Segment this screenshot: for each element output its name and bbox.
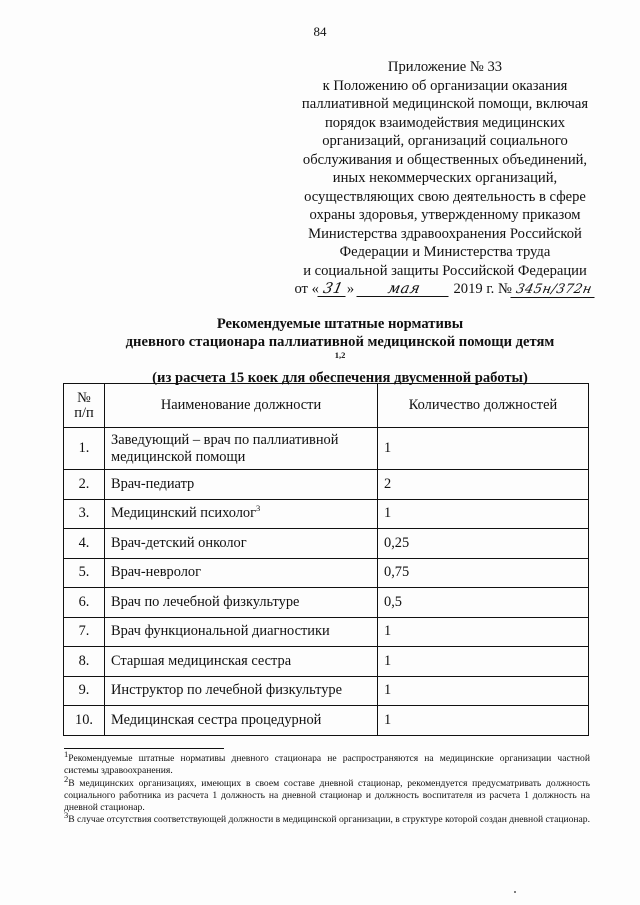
row-number: 3. [64, 499, 105, 529]
row-position-name: Инструктор по лечебной физкультуре [105, 676, 378, 706]
table-row [64, 470, 589, 500]
appendix-line: порядок взаимодействия медицинских [324, 114, 566, 131]
staff-table [63, 383, 589, 736]
row-position-count: 2 [378, 470, 589, 500]
row-position-count: 0,75 [378, 558, 589, 588]
page-number: 84 [313, 24, 327, 39]
row-position-count: 1 [378, 706, 589, 736]
row-position-count: 0,25 [378, 529, 589, 559]
table-row [64, 588, 589, 618]
row-position-count: 1 [378, 617, 589, 647]
title-footnote-ref: 1,2 [334, 350, 346, 361]
footnote-mark: 1 [64, 748, 69, 759]
footnote-separator [64, 748, 224, 749]
header-position-count: Количество должностей [378, 384, 589, 428]
appendix-line: обслуживания и общественных объединений, [302, 151, 588, 168]
footnotes [64, 748, 590, 827]
row-position-count: 0,5 [378, 588, 589, 618]
order-date-line [270, 280, 620, 299]
footnote: $^2$В медицинских организациях, имеющих в своем составе дневной стационар, рекомендуется предусматривать должность социального работника из расчета 1 должность на дневной стационар и должность воспитателя из расчета 1 должность на дневной стационар. [64, 773, 590, 814]
row-position-count: 1 [378, 676, 589, 706]
appendix-line: Приложение № 33 [387, 59, 503, 75]
document-title [90, 315, 590, 387]
table-row [64, 529, 589, 559]
appendix-line: осуществляющих свою деятельность в сфере [304, 188, 586, 205]
row-position-name: Медицинская сестра процедурной [105, 706, 378, 736]
row-number: 9. [64, 676, 105, 706]
table-row [64, 706, 589, 736]
table-row [64, 558, 589, 588]
row-position-name: Врач функциональной диагностики [105, 617, 378, 647]
footnote: $^1$Рекомендуемые штатные нормативы дневного стационара не распространяются на медицинские организации частной системы здравоохранения. [64, 748, 590, 777]
row-position-count: 1 [378, 499, 589, 529]
table-row [64, 647, 589, 677]
date-year: 2019 г. № [453, 281, 512, 297]
title-line-2: дневного стационара паллиативной медицинской помощи детям $^{1,2}$ [125, 334, 555, 361]
table-row [64, 428, 589, 470]
row-number: 1. [64, 428, 105, 470]
row-number: 7. [64, 617, 105, 647]
appendix-line: паллиативной медицинской помощи, включая [301, 96, 589, 112]
row-number: 8. [64, 647, 105, 677]
row-number: 2. [64, 470, 105, 500]
title-line-1: Рекомендуемые штатные нормативы [216, 316, 464, 332]
row-position-name: Медицинский психолог$^3$ [105, 499, 378, 529]
appendix-line: организаций, организаций социального [322, 133, 568, 149]
header-number: № п/п [64, 384, 105, 428]
table-header-row [64, 384, 589, 428]
appendix-line: охраны здоровья, утвержденному приказом [309, 207, 581, 223]
handwritten-order-number: 345н/372н [510, 283, 597, 298]
row-footnote-ref: 3 [256, 503, 261, 514]
row-number: 10. [64, 706, 105, 736]
appendix-line: к Положению об организации оказания [322, 77, 568, 94]
handwritten-month: мая [356, 282, 451, 297]
footnote: $^3$В случае отсутствия соответствующей должности в медицинской организации, в структуре которой создан дневной стационар. [64, 810, 590, 826]
row-position-name: Старшая медицинская сестра [105, 647, 378, 677]
appendix-line: иных некоммерческих организаций, [332, 170, 558, 186]
row-position-name: Врач-детский онколог [105, 529, 378, 559]
appendix-line: Федерации и Министерства труда [339, 244, 551, 260]
appendix-line: и социальной защиты Российской Федерации [303, 262, 587, 279]
handwritten-day: 31 [317, 282, 348, 297]
footnote-mark: 3 [64, 810, 69, 821]
date-prefix: от « [294, 281, 319, 297]
date-mid: » [346, 281, 355, 297]
row-number: 6. [64, 588, 105, 618]
row-position-name: Врач-невролог [105, 558, 378, 588]
row-number: 4. [64, 529, 105, 559]
row-position-count: 1 [378, 647, 589, 677]
scan-artifact [514, 891, 516, 893]
appendix-line: Министерства здравоохранения Российской [308, 225, 582, 242]
row-number: 5. [64, 558, 105, 588]
title-line-3: (из расчета 15 коек для обеспечения двусменной работы) [152, 370, 528, 386]
table-row [64, 499, 589, 529]
row-position-name: Заведующий – врач по паллиативной медицинской помощи [105, 428, 378, 470]
appendix-header [270, 58, 620, 299]
header-position-name: Наименование должности [105, 384, 378, 428]
row-position-name: Врач по лечебной физкультуре [105, 588, 378, 618]
footnote-mark: 2 [64, 773, 69, 784]
row-position-name: Врач-педиатр [105, 470, 378, 500]
row-position-count: 1 [378, 428, 589, 470]
table-row [64, 676, 589, 706]
table-row [64, 617, 589, 647]
